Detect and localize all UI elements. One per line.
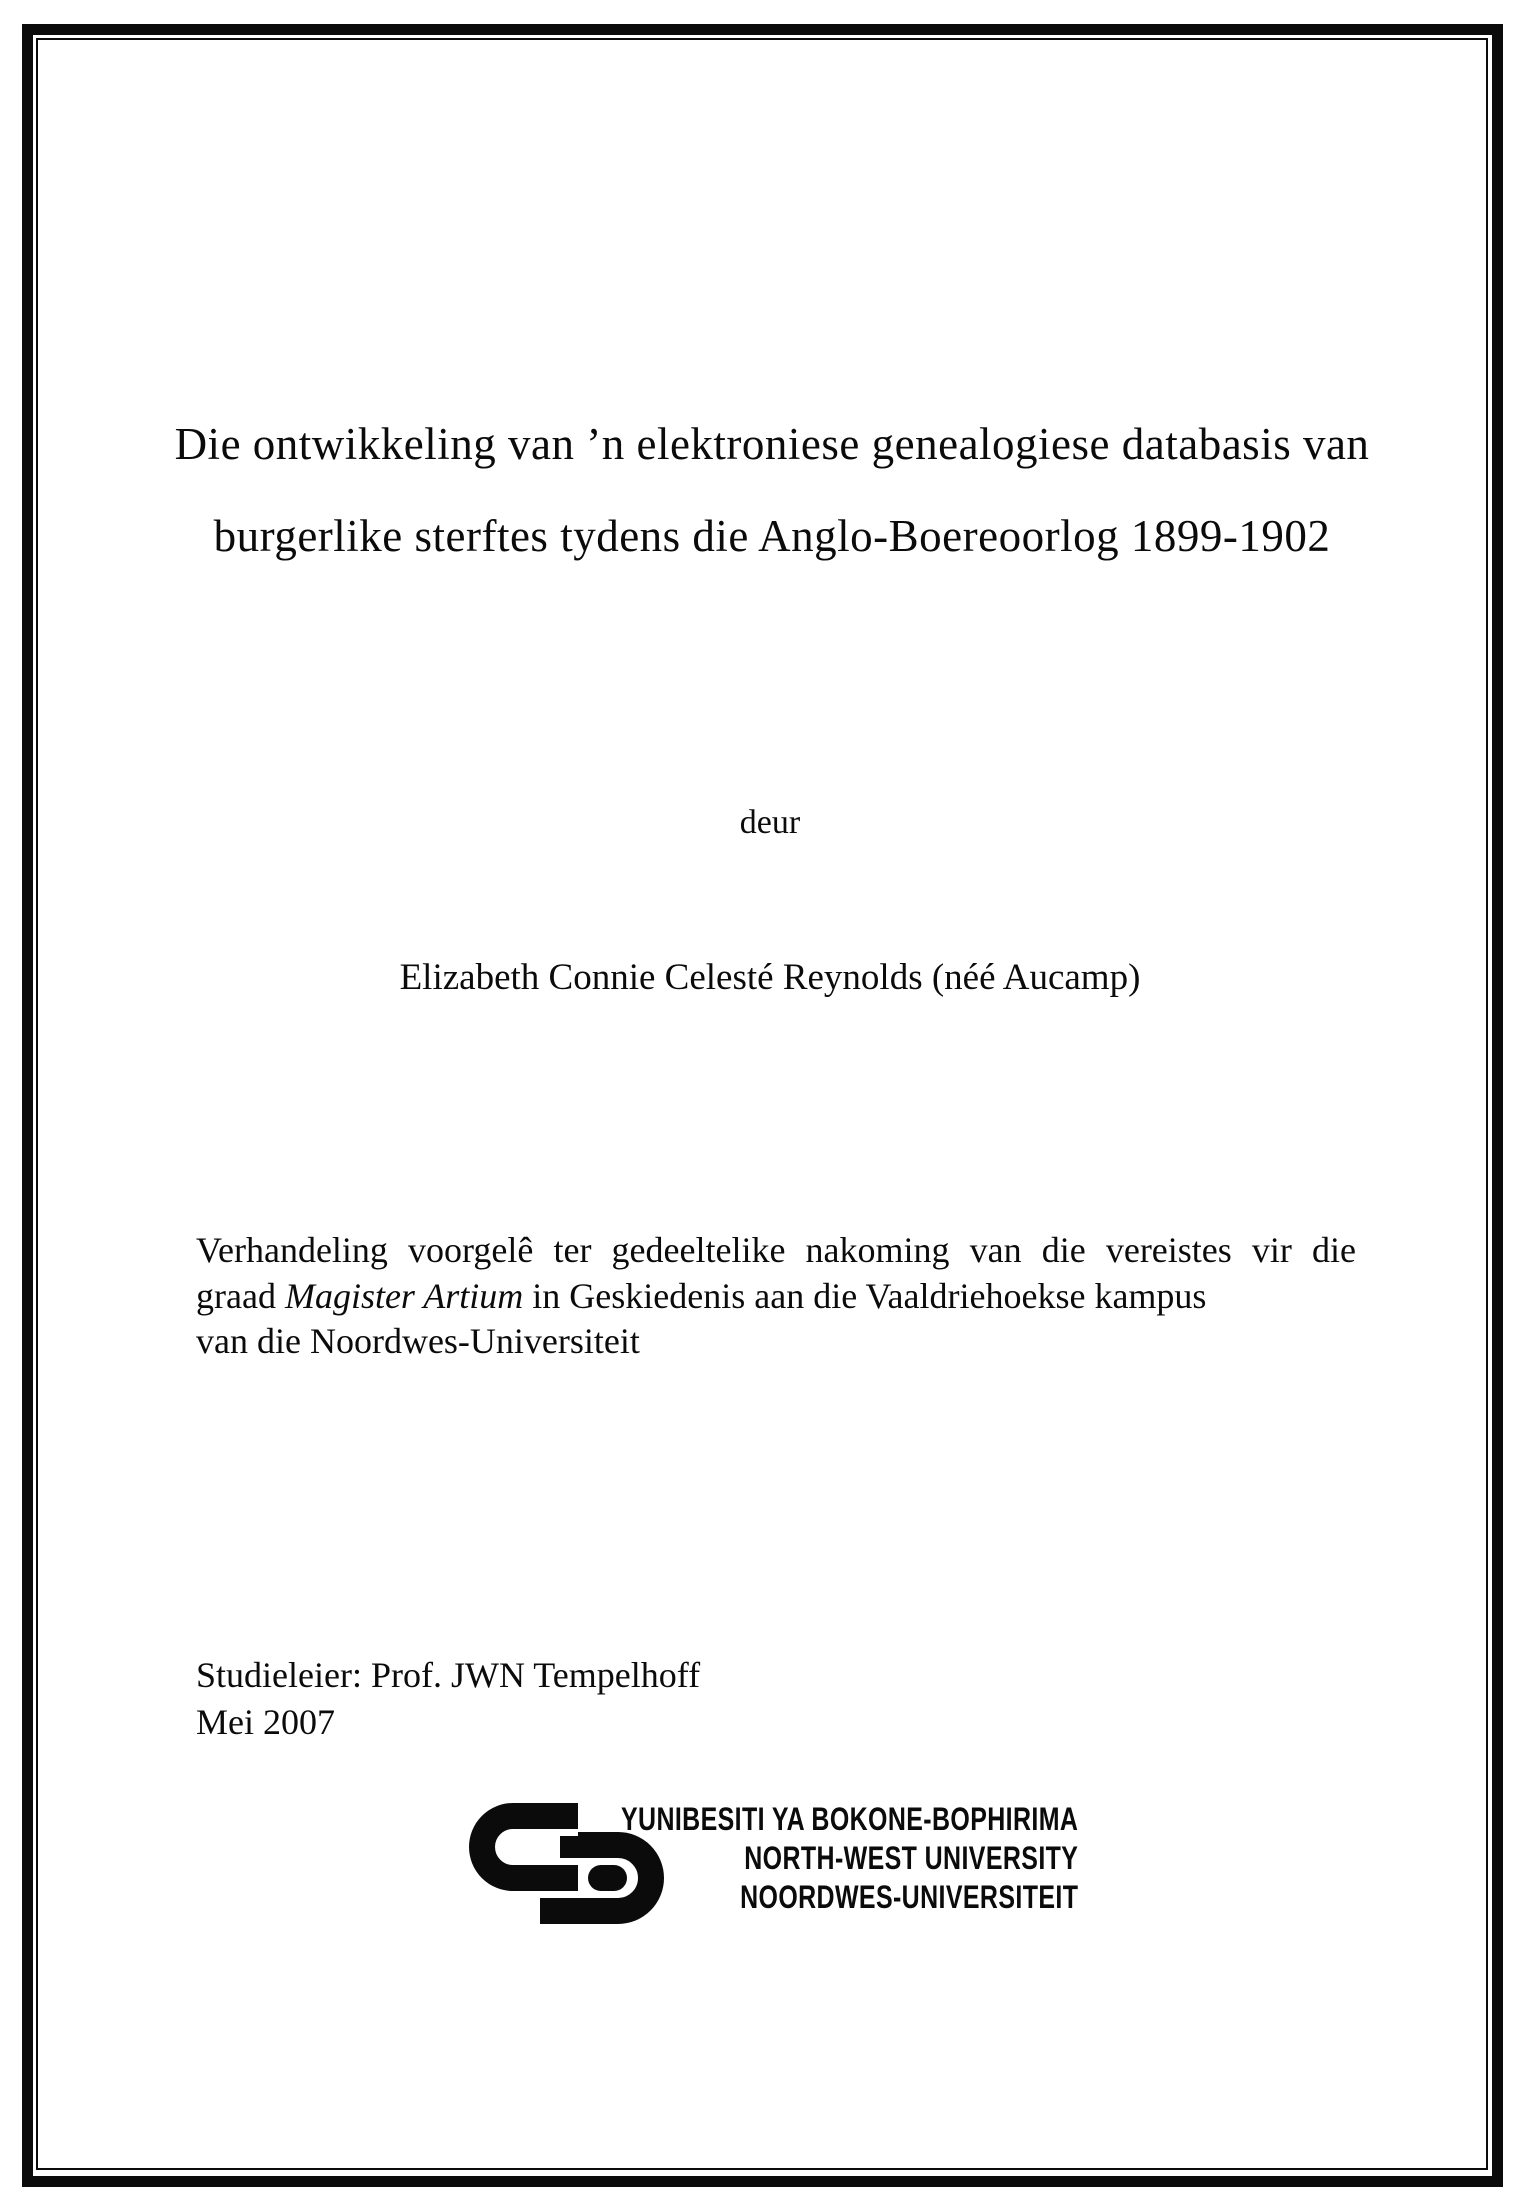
declaration-degree-italic: Magister Artium — [284, 1275, 524, 1316]
byline-deur: deur — [739, 804, 801, 841]
supervisor-block — [196, 1652, 700, 1746]
declaration-line3: van die Noordwes-Universiteit — [196, 1321, 640, 1361]
author-name: Elizabeth Connie Celesté Reynolds (néé Aucamp) — [399, 957, 1141, 998]
degree-declaration — [196, 1228, 1356, 1365]
thesis-title-line1: Die ontwikkeling van ’n elektroniese genealogiese databasis van — [174, 419, 1370, 469]
declaration-line1: Verhandeling voorgelê ter gedeeltelike nakoming van die vereistes vir die — [196, 1230, 1356, 1270]
university-logo-text — [621, 1800, 1078, 1917]
logo-text-afrikaans: NOORDWES-UNIVERSITEIT — [739, 1879, 1078, 1915]
declaration-line2-pre: graad — [196, 1275, 285, 1316]
supervisor-line: Studieleier: Prof. JWN Tempelhoff — [196, 1655, 701, 1695]
declaration-line2-post: in Geskiedenis aan die Vaaldriehoekse kampus — [523, 1275, 1207, 1316]
declaration-line2 — [196, 1274, 1356, 1320]
thesis-title — [36, 398, 1488, 582]
logo-text-setswana: YUNIBESITI YA BOKONE-BOPHIRIMA — [620, 1801, 1078, 1837]
logo-text-english: NORTH-WEST UNIVERSITY — [743, 1840, 1078, 1876]
date-line: Mei 2007 — [196, 1702, 335, 1742]
thesis-title-line2: burgerlike sterftes tydens die Anglo-Boereoorlog 1899-1902 — [213, 511, 1331, 561]
